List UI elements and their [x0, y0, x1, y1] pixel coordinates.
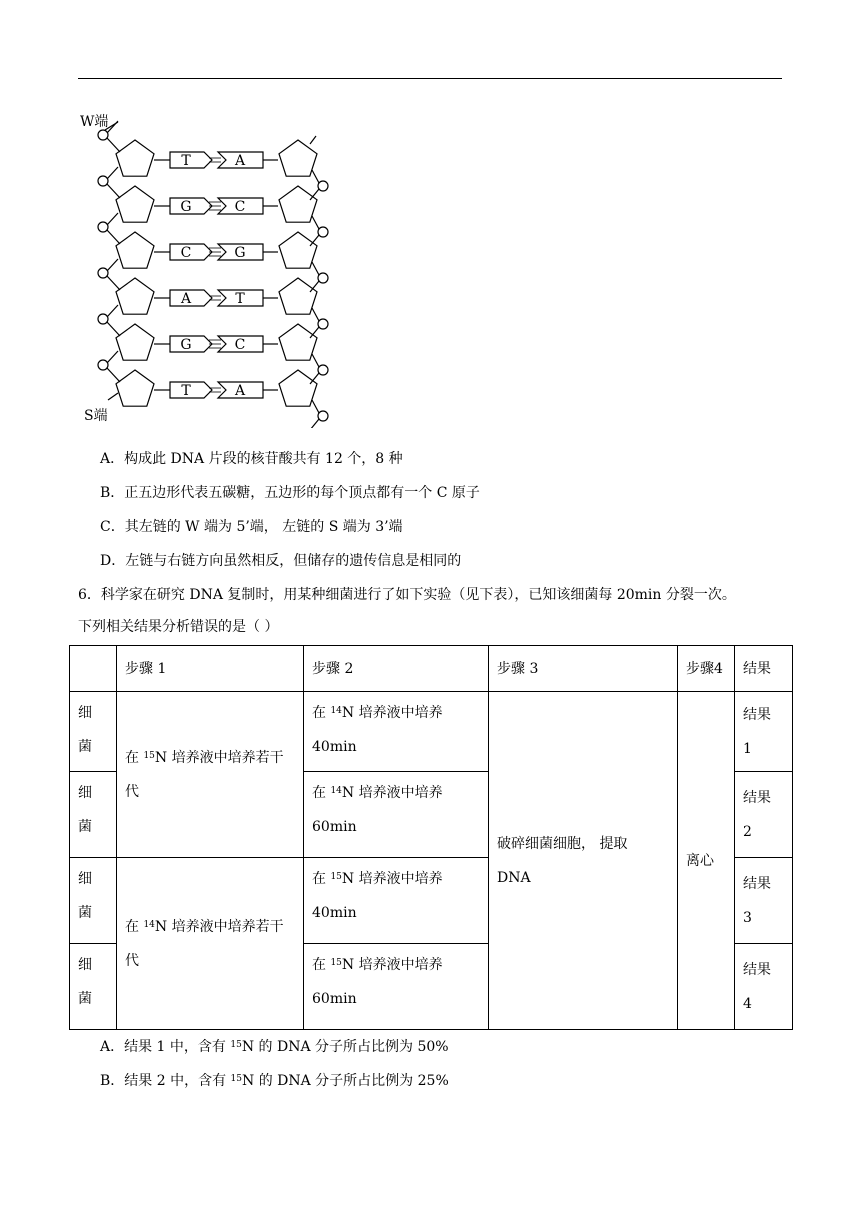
left-phosphate [98, 360, 108, 370]
step2-cell: 在 $^{14}$N 培养液中培养 60min [304, 772, 489, 858]
result-cell: 结果 4 [735, 944, 793, 1030]
header-step1: 步骤 1 [117, 646, 304, 692]
left-base-letter: T [181, 383, 191, 399]
left-base-letter: T [181, 153, 191, 169]
right-backbone-bond [312, 262, 319, 275]
right-base-letter: C [234, 199, 246, 215]
q5-option-a: A．构成此 DNA 片段的核苷酸共有 12 个，8 种 [100, 451, 403, 467]
s-end-tail [108, 393, 118, 400]
left-sugar-pentagon [116, 324, 154, 360]
right-base-letter: A [234, 153, 246, 169]
right-sugar-pentagon [279, 140, 317, 176]
left-backbone-bond [107, 230, 120, 244]
right-phosphate [318, 365, 328, 375]
right-top-tail [310, 136, 316, 144]
row-label: 细 菌 [70, 692, 117, 772]
left-backbone-bond [107, 322, 120, 336]
left-base-letter: G [180, 337, 192, 353]
row-label: 细 菌 [70, 858, 117, 944]
right-backbone-bond [312, 308, 319, 321]
right-sugar-pentagon [279, 232, 317, 268]
right-phosphate [318, 227, 328, 237]
s-end-label: S端 [84, 408, 108, 424]
left-backbone-bond [107, 213, 118, 225]
right-phosphate [318, 411, 328, 421]
table-row [70, 692, 793, 772]
row-label: 细 菌 [70, 944, 117, 1030]
left-backbone-bond [107, 184, 120, 198]
step1-cell-15n: 在 $^{15}$N 培养液中培养若干 代 [117, 692, 304, 858]
experiment-table [69, 645, 793, 1030]
right-sugar-pentagon [279, 370, 317, 406]
left-backbone-bond [107, 138, 120, 152]
left-phosphate [98, 130, 108, 140]
right-sugar-pentagon [279, 324, 317, 360]
left-phosphate [98, 314, 108, 324]
right-phosphate [318, 181, 328, 191]
step4-cell: 离心 [678, 692, 735, 1030]
left-base-letter: A [180, 291, 192, 307]
left-base-letter: C [180, 245, 192, 261]
right-backbone-bond [310, 419, 319, 428]
step2-cell: 在 $^{14}$N 培养液中培养 40min [304, 692, 489, 772]
left-backbone-bond [107, 351, 118, 363]
right-backbone-bond [312, 170, 319, 183]
result-cell: 结果 1 [735, 692, 793, 772]
right-base-letter: A [234, 383, 246, 399]
header-rule [78, 78, 782, 79]
left-sugar-pentagon [116, 370, 154, 406]
header-step4: 步骤4 [678, 646, 735, 692]
result-cell: 结果 2 [735, 772, 793, 858]
result-cell: 结果 3 [735, 858, 793, 944]
table-header-row [70, 646, 793, 692]
left-backbone-bond [107, 276, 120, 290]
right-sugar-pentagon [279, 278, 317, 314]
step1-cell-14n: 在 $^{14}$N 培养液中培养若干 代 [117, 858, 304, 1030]
left-base-box [170, 382, 212, 398]
right-backbone-bond [312, 400, 319, 413]
left-phosphate [98, 268, 108, 278]
header-cell-empty [70, 646, 117, 692]
left-backbone-bond [107, 368, 120, 382]
left-backbone-bond [107, 167, 118, 179]
row-label: 细 菌 [70, 772, 117, 858]
left-backbone-bond [107, 259, 118, 271]
q6-stem-line1: 6．科学家在研究 DNA 复制时，用某种细菌进行了如下实验（见下表），已知该细菌每 20min 分裂一次。 [78, 587, 736, 603]
left-phosphate [98, 222, 108, 232]
w-end-label: W端 [80, 114, 109, 130]
left-sugar-pentagon [116, 278, 154, 314]
right-phosphate [318, 319, 328, 329]
left-phosphate [98, 176, 108, 186]
left-backbone-bond [107, 305, 118, 317]
left-sugar-pentagon [116, 140, 154, 176]
right-sugar-pentagon [279, 186, 317, 222]
q5-option-b: B．正五边形代表五碳糖，五边形的每个顶点都有一个 C 原子 [100, 485, 480, 501]
header-result: 结果 [735, 646, 793, 692]
step2-cell: 在 $^{15}$N 培养液中培养 60min [304, 944, 489, 1030]
q6-stem-line2: 下列相关结果分析错误的是（ ） [78, 619, 279, 635]
right-backbone-bond [312, 216, 319, 229]
left-sugar-pentagon [116, 186, 154, 222]
right-base-letter: G [234, 245, 246, 261]
q6-option-b: B．结果 2 中，含有 $^{15}$N 的 DNA 分子所占比例为 25% [100, 1073, 449, 1089]
dna-structure-diagram [78, 108, 338, 428]
q6-option-a: A．结果 1 中，含有 $^{15}$N 的 DNA 分子所占比例为 50% [100, 1039, 449, 1055]
right-base-letter: C [234, 337, 246, 353]
right-base-letter: T [235, 291, 245, 307]
right-backbone-bond [312, 354, 319, 367]
left-base-letter: G [180, 199, 192, 215]
left-base-box [170, 152, 212, 168]
left-sugar-pentagon [116, 232, 154, 268]
q5-option-d: D．左链与右链方向虽然相反，但储存的遗传信息是相同的 [100, 553, 462, 569]
q5-option-c: C．其左链的 W 端为 5’端， 左链的 S 端为 3’端 [100, 519, 403, 535]
step3-cell: 破碎细菌细胞， 提取 DNA [489, 692, 678, 1030]
header-step3: 步骤 3 [489, 646, 678, 692]
right-phosphate [318, 273, 328, 283]
step2-cell: 在 $^{15}$N 培养液中培养 40min [304, 858, 489, 944]
header-step2: 步骤 2 [304, 646, 489, 692]
